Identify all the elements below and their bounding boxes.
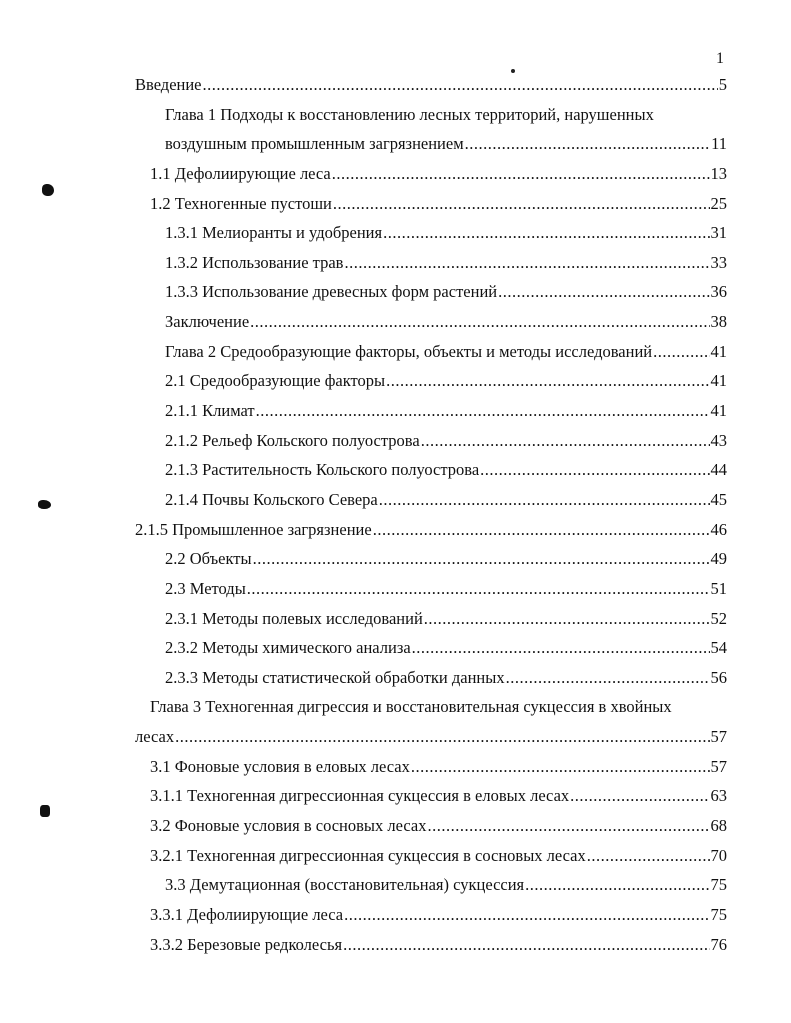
toc-entry-title: 2.1.5 Промышленное загрязнение — [135, 519, 372, 539]
toc-entry-title: 1.3.2 Использование трав — [165, 252, 344, 272]
toc-entry-page: 44 — [710, 460, 727, 480]
dot-leader — [421, 426, 710, 456]
toc-entry — [0, 100, 727, 130]
dot-leader — [175, 722, 709, 752]
dot-leader — [250, 307, 709, 337]
toc-entry-title: 2.1 Средообразующие факторы — [165, 371, 386, 391]
toc-entry-title: 1.3.3 Использование древесных форм растений — [165, 282, 498, 302]
toc-entry-page: 41 — [710, 371, 727, 391]
toc-entry — [0, 485, 727, 515]
toc-entry-title: Введение — [135, 75, 202, 94]
toc-entry — [0, 70, 727, 100]
toc-entry-page: 63 — [710, 786, 727, 806]
toc-entry-page: 57 — [710, 727, 727, 747]
dot-leader — [412, 633, 710, 663]
toc-entry — [0, 277, 727, 307]
toc-entry-title: 3.3.1 Дефолиирующие леса — [150, 904, 344, 924]
toc-entry-title: 3.2.1 Техногенная дигрессионная сукцессия в сосновых лесах — [150, 845, 586, 865]
dot-leader — [587, 841, 710, 871]
toc-entry — [0, 722, 727, 752]
toc-entry-title: 2.3 Методы — [165, 578, 246, 598]
dot-leader — [383, 218, 709, 248]
toc-entry-page: 43 — [710, 430, 727, 450]
toc-entry-title: 2.1.4 Почвы Кольского Севера — [165, 489, 378, 509]
toc-entry-title: 3.3.2 Березовые редколесья — [150, 934, 343, 954]
toc-entry-title: 2.2 Объекты — [165, 549, 252, 569]
toc-entry — [0, 515, 727, 545]
toc-entry-title: воздушным промышленным загрязнением — [165, 134, 464, 154]
dot-leader — [424, 604, 710, 634]
toc-entry-page: 36 — [710, 282, 727, 302]
scan-speck — [511, 69, 515, 73]
toc-entry-page: 52 — [710, 608, 727, 628]
toc-entry — [0, 663, 727, 693]
toc-entry-title: 3.3 Демутационная (восстановительная) сукцессия — [165, 875, 525, 895]
toc-entry — [0, 544, 727, 574]
toc-entry — [0, 841, 727, 871]
dot-leader — [480, 455, 709, 485]
toc-entry-page: 49 — [710, 549, 727, 569]
toc-entry-title: 1.1 Дефолиирующие леса — [150, 163, 331, 183]
toc-entry-page: 75 — [710, 904, 727, 924]
toc-entry-title: Глава 3 Техногенная дигрессия и восстановительная сукцессия в хвойных — [150, 697, 672, 717]
dot-leader — [506, 663, 710, 693]
toc-entry-page: 70 — [710, 845, 727, 865]
dot-leader — [373, 515, 710, 545]
toc-entry — [0, 426, 727, 456]
toc-entry-title: Глава 2 Средообразующие факторы, объекты и методы исследований — [165, 341, 653, 361]
dot-leader — [525, 870, 709, 900]
toc-entry — [0, 752, 727, 782]
dot-leader — [253, 544, 710, 574]
dot-leader — [498, 277, 709, 307]
toc-entry-title: 3.1 Фоновые условия в еловых лесах — [150, 756, 410, 776]
toc-entry-page: 76 — [710, 934, 727, 954]
toc-entry-page: 57 — [710, 756, 727, 776]
toc-entry — [0, 455, 727, 485]
toc-entry-title: 2.1.1 Климат — [165, 401, 255, 421]
toc-entry-title: 1.2 Техногенные пустоши — [150, 193, 332, 213]
dot-leader — [332, 159, 710, 189]
dot-leader — [203, 70, 718, 100]
toc-entry-page: 31 — [710, 223, 727, 243]
scan-artifact — [38, 500, 51, 509]
toc-entry — [0, 781, 727, 811]
toc-entry-title: Глава 1 Подходы к восстановлению лесных территорий, нарушенных — [165, 104, 654, 124]
dot-leader — [570, 781, 709, 811]
toc-entry-page: 56 — [710, 667, 727, 687]
dot-leader — [653, 337, 709, 367]
scan-artifact — [42, 184, 54, 196]
toc-entry-page: 38 — [710, 312, 727, 332]
toc-entry-title: 2.3.3 Методы статистической обработки данных — [165, 667, 505, 687]
toc-entry — [0, 159, 727, 189]
toc-entry-title: 3.1.1 Техногенная дигрессионная сукцессия в еловых лесах — [150, 786, 570, 806]
toc-entry-page: 75 — [710, 875, 727, 895]
toc-entry-title: 1.3.1 Мелиоранты и удобрения — [165, 223, 383, 243]
page-number: 1 — [716, 50, 724, 67]
toc-entry-title: 2.3.1 Методы полевых исследований — [165, 608, 423, 628]
toc-entry-title: 3.2 Фоновые условия в сосновых лесах — [150, 816, 427, 836]
dot-leader — [247, 574, 710, 604]
toc-entry — [0, 129, 727, 159]
toc-entry-title: 2.3.2 Методы химического анализа — [165, 638, 411, 658]
toc-entry — [0, 307, 727, 337]
toc-entry-page: 46 — [710, 519, 727, 539]
dot-leader — [333, 189, 710, 219]
toc-entry — [0, 811, 727, 841]
toc-entry-page: 41 — [710, 341, 727, 361]
toc-entry — [0, 396, 727, 426]
toc-entry — [0, 366, 727, 396]
toc-entry-page: 51 — [710, 578, 727, 598]
toc-entry-page: 33 — [710, 252, 727, 272]
toc-entry-page: 13 — [710, 163, 727, 183]
dot-leader — [379, 485, 710, 515]
scan-artifact — [40, 805, 50, 817]
toc-entry — [0, 900, 727, 930]
toc-entry-page: 54 — [710, 638, 727, 658]
toc-entry — [0, 574, 727, 604]
toc-entry — [0, 604, 727, 634]
toc-entry — [0, 870, 727, 900]
toc-entry-title: Заключение — [165, 312, 250, 332]
toc-entry-title: лесах — [135, 727, 175, 747]
toc-entry — [0, 189, 727, 219]
dot-leader — [411, 752, 710, 782]
toc-entry-title: 2.1.2 Рельеф Кольского полуострова — [165, 430, 420, 450]
dot-leader — [344, 248, 709, 278]
toc-entry-page: 45 — [710, 489, 727, 509]
dot-leader — [465, 129, 710, 159]
toc-entry-page: 68 — [710, 816, 727, 836]
toc-entry — [0, 930, 727, 960]
dot-leader — [427, 811, 709, 841]
toc-entry — [0, 337, 727, 367]
toc-entry-page: 11 — [711, 134, 727, 154]
table-of-contents — [0, 70, 791, 959]
toc-entry — [0, 218, 727, 248]
toc-entry-page: 41 — [710, 401, 727, 421]
toc-entry-title: 2.1.3 Растительность Кольского полуострова — [165, 460, 480, 480]
dot-leader — [256, 396, 710, 426]
dot-leader — [344, 900, 709, 930]
toc-entry — [0, 248, 727, 278]
dot-leader — [386, 366, 709, 396]
toc-entry-page: 25 — [710, 193, 727, 213]
toc-entry — [0, 633, 727, 663]
dot-leader — [343, 930, 709, 960]
toc-entry-page: 5 — [718, 75, 727, 94]
toc-entry — [0, 692, 727, 722]
